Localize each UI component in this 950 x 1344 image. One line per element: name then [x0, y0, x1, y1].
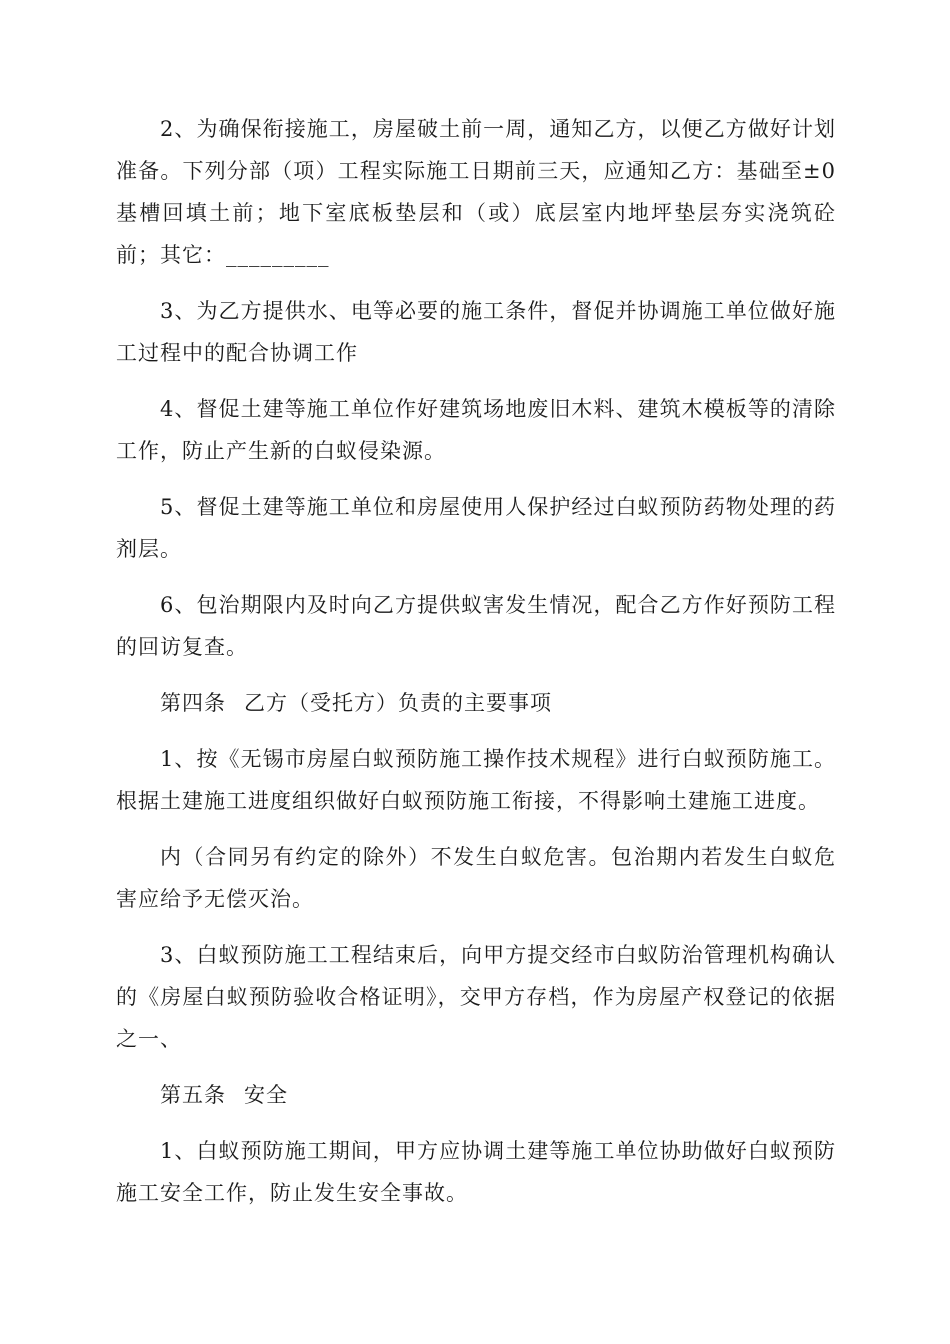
- clause-4-site-clearing: 4、督促土建等施工单位作好建筑场地废旧木料、建筑木模板等的清除工作，防止产生新的白蚁侵染源。: [116, 397, 836, 463]
- clause-6-reporting: 6、包治期限内及时向乙方提供蚁害发生情况，配合乙方作好预防工程的回访复查。: [116, 593, 836, 659]
- section-4-number: 第四条: [160, 691, 226, 715]
- clause-5-protect-layer: 5、督促土建等施工单位和房屋使用人保护经过白蚁预防药物处理的药剂层。: [116, 495, 836, 561]
- document-body: [116, 108, 836, 1228]
- section-4-title: 乙方（受托方）负责的主要事项: [244, 691, 552, 715]
- section-4-clause-1: 1、按《无锡市房屋白蚁预防施工操作技术规程》进行白蚁预防施工。根据土建施工进度组织做好白蚁预防施工衔接，不得影响土建施工进度。: [116, 747, 836, 813]
- clause-2-notification: 2、为确保衔接施工，房屋破土前一周，通知乙方，以便乙方做好计划准备。下列分部（项）工程实际施工日期前三天，应通知乙方：基础至±0基槽回填土前；地下室底板垫层和（或）底层室内地坪垫层夯实浇筑砼前；其它：_________: [116, 117, 836, 267]
- section-5-heading: [116, 1074, 836, 1116]
- clause-3-utilities: 3、为乙方提供水、电等必要的施工条件，督促并协调施工单位做好施工过程中的配合协调工作: [116, 299, 836, 365]
- section-4-heading: [116, 682, 836, 724]
- section-5-title: 安全: [244, 1083, 288, 1107]
- section-4-clause-2-fragment: 内（合同另有约定的除外）不发生白蚁危害。包治期内若发生白蚁危害应给予无偿灭治。: [116, 845, 836, 911]
- section-5-number: 第五条: [160, 1083, 226, 1107]
- section-4-clause-3: 3、白蚁预防施工工程结束后，向甲方提交经市白蚁防治管理机构确认的《房屋白蚁预防验收合格证明》，交甲方存档，作为房屋产权登记的依据之一、: [116, 943, 836, 1051]
- section-5-clause-1: 1、白蚁预防施工期间，甲方应协调土建等施工单位协助做好白蚁预防施工安全工作，防止发生安全事故。: [116, 1139, 836, 1205]
